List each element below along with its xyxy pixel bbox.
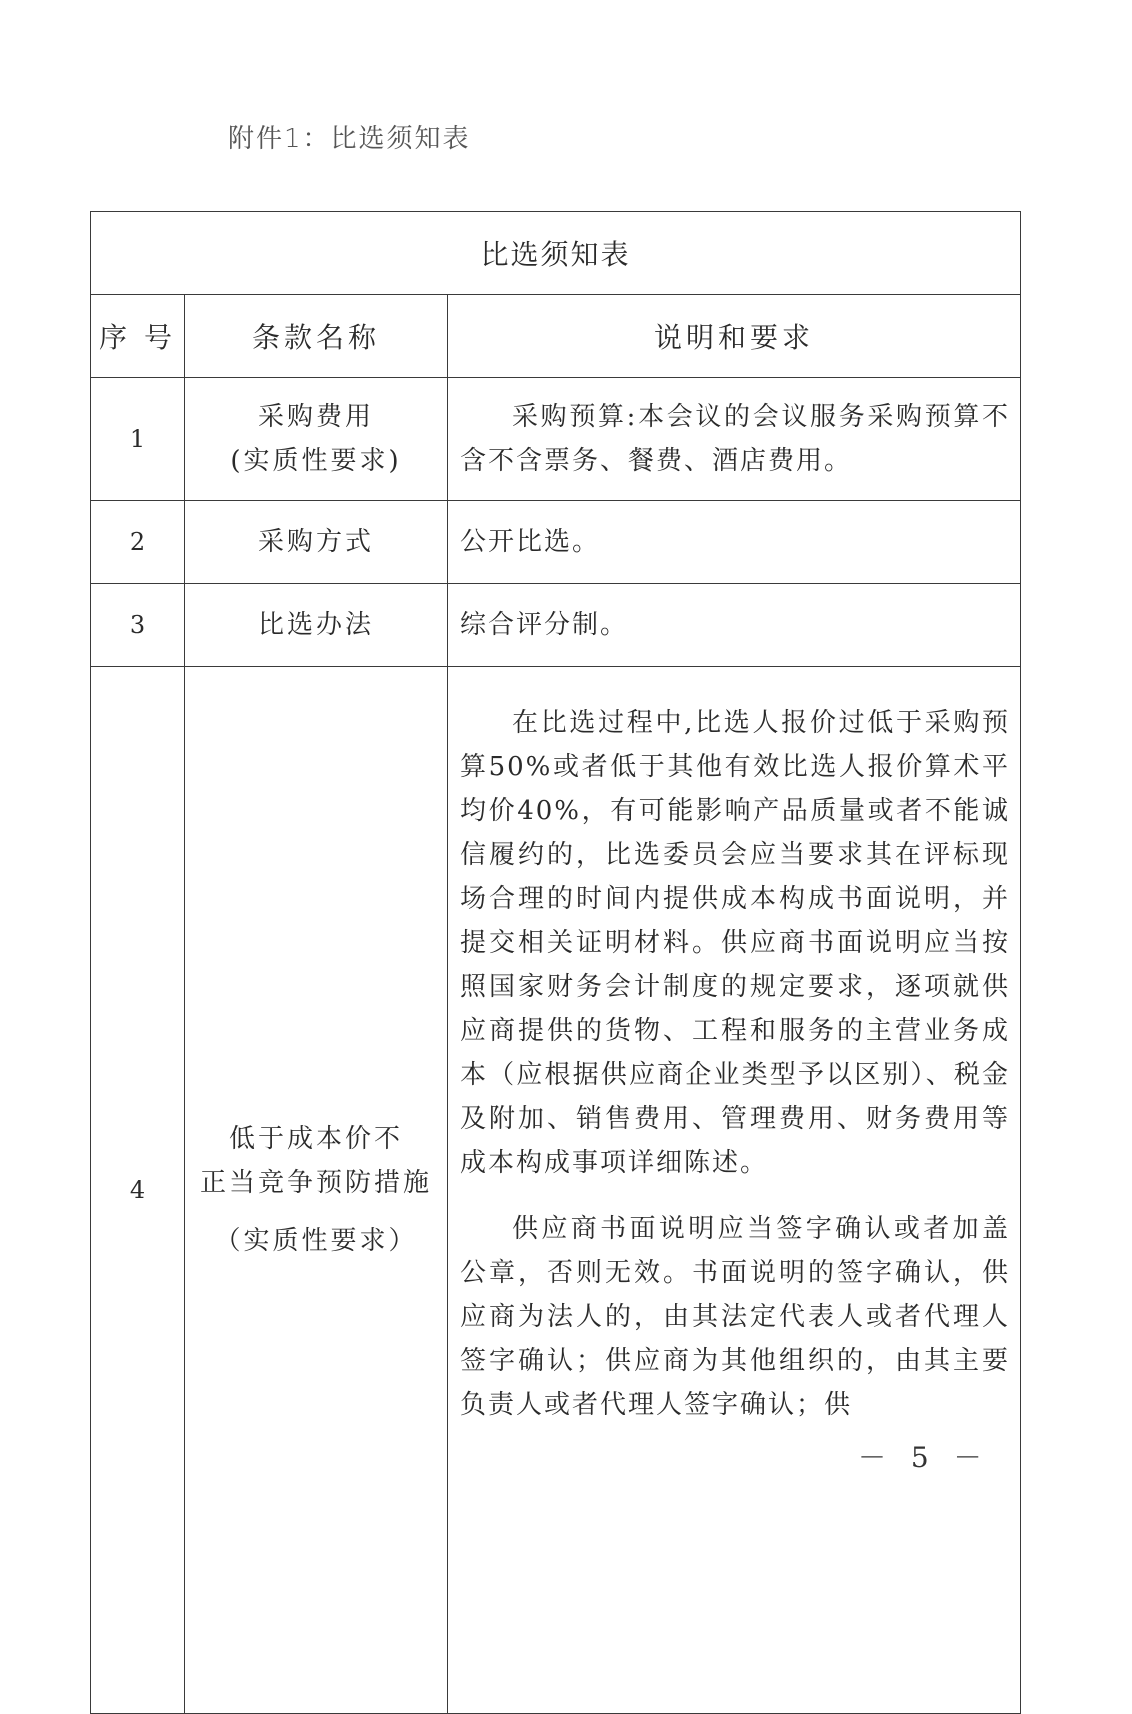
clause-name (185, 667, 448, 1714)
clause-description: 综合评分制。 (448, 584, 1021, 667)
clause-name-line: 低于成本价不 (228, 1124, 403, 1154)
clause-name (185, 378, 448, 501)
description-paragraph: 采购预算:本会议的会议服务采购预算不含不含票务、餐费、酒店费用。 (460, 402, 1011, 476)
clause-name-line: 比选办法 (257, 610, 374, 640)
row-number: 1 (91, 378, 185, 501)
clause-name-line: 正当竞争预防措施 (199, 1168, 432, 1198)
clause-description (448, 378, 1021, 501)
row-number: 4 (91, 667, 185, 1714)
clause-name-line: (实质性要求) (230, 446, 402, 476)
description-paragraph: 供应商书面说明应当签字确认或者加盖公章，否则无效。书面说明的签字确认，供应商为法人的，由其法定代表人或者代理人签字确认；供应商为其他组织的，由其主要负责人或者代理人签字确认；供 (460, 1214, 1011, 1420)
table-row (91, 584, 1021, 667)
header-name: 条款名称 (185, 295, 448, 378)
clause-name-line: （实质性要求） (214, 1226, 418, 1256)
row-number: 3 (91, 584, 185, 667)
table-header-row (91, 295, 1021, 378)
table-title-row (91, 212, 1021, 295)
header-no: 序 号 (91, 295, 185, 378)
clause-description (448, 667, 1021, 1714)
table-row (91, 501, 1021, 584)
description-paragraph: 在比选过程中,比选人报价过低于采购预算50%或者低于其他有效比选人报价算术平均价40%，有可能影响产品质量或者不能诚信履约的，比选委员会应当要求其在评标现场合理的时间内提供成本构成书面说明，并提交相关证明材料。供应商书面说明应当按照国家财务会计制度的规定要求，逐项就供应商提供的货物、工程和服务的主营业务成本（应根据供应商企业类型予以区别）、税金及附加、销售费用、管理费用、财务费用等成本构成事项详细陈述。 (460, 708, 1011, 1178)
clause-description: 公开比选。 (448, 501, 1021, 584)
table-row (91, 667, 1021, 1714)
clause-name-line: 采购方式 (257, 527, 374, 557)
table-title: 比选须知表 (91, 212, 1021, 295)
table-row (91, 378, 1021, 501)
notice-table (90, 211, 1021, 1714)
attachment-label: 附件1：比选须知表 (228, 124, 471, 154)
clause-name (185, 501, 448, 584)
clause-name (185, 584, 448, 667)
row-number: 2 (91, 501, 185, 584)
clause-name-line: 采购费用 (257, 402, 374, 432)
header-desc: 说明和要求 (448, 295, 1021, 378)
page-number: － 5 － (858, 1441, 990, 1474)
